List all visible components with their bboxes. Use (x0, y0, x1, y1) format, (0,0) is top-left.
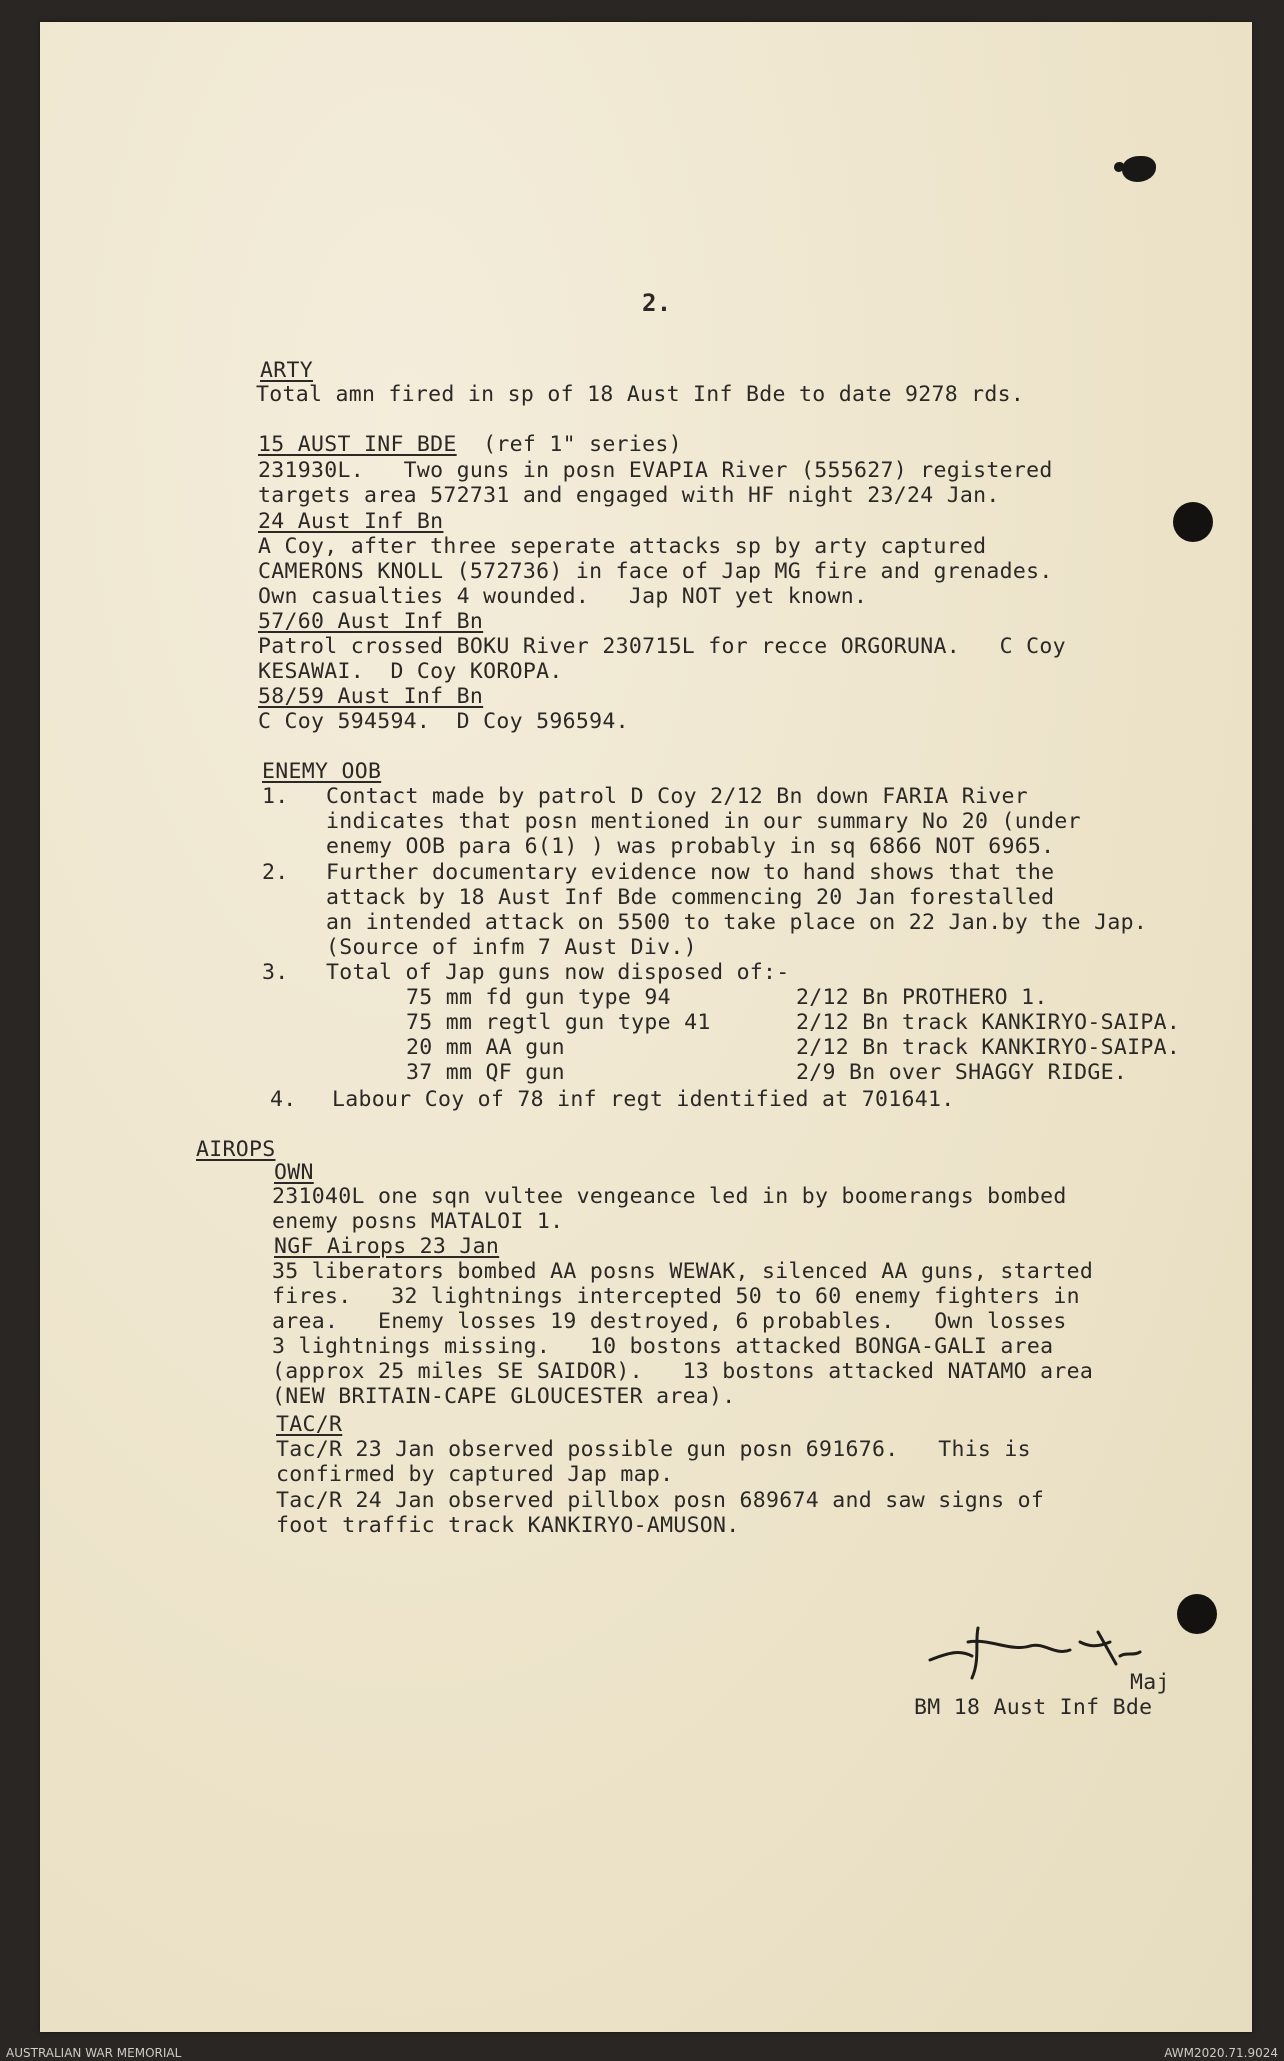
oob-item-1-line-1: Contact made by patrol D Coy 2/12 Bn down FARIA River (326, 784, 1028, 809)
airops-ngf-line-2: fires. 32 lightnings intercepted 50 to 60 enemy fighters in (272, 1284, 1080, 1309)
signature-rank: Maj (1130, 1670, 1170, 1695)
airops-ngf-line-3: area. Enemy losses 19 destroyed, 6 probables. Own losses (272, 1309, 1067, 1334)
airops-ngf-line-5: (approx 25 miles SE SAIDOR). 13 bostons attacked NATAMO area (272, 1359, 1094, 1384)
gun-name: 75 mm fd gun type 94 (406, 985, 671, 1010)
archive-footer-left: AUSTRALIAN WAR MEMORIAL (6, 2046, 182, 2060)
oob-item-4-text: Labour Coy of 78 inf regt identified at 701641. (332, 1087, 955, 1112)
gun-name: 37 mm QF gun (406, 1060, 565, 1085)
bde15-heading-suffix: (ref 1" series) (456, 432, 682, 457)
airops-tacr-line-2: confirmed by captured Jap map. (276, 1462, 674, 1487)
oob-item-3-number: 3. (262, 960, 289, 985)
bn5760-line-2: KESAWAI. D Coy KOROPA. (258, 659, 563, 684)
oob-item-2-line-2: attack by 18 Aust Inf Bde commencing 20 Jan forestalled (326, 885, 1055, 910)
oob-item-2-line-3: an intended attack on 5500 to take place on 22 Jan.by the Jap. (326, 910, 1148, 935)
bde15-line-2: targets area 572731 and engaged with HF night 23/24 Jan. (258, 483, 1000, 508)
gun-location: 2/12 Bn PROTHERO 1. (796, 985, 1048, 1010)
bn24-line-1: A Coy, after three seperate attacks sp by arty captured (258, 534, 987, 559)
bde15-line-1: 231930L. Two guns in posn EVAPIA River (555627) registered (258, 458, 1053, 483)
punch-hole-lower (1177, 1594, 1217, 1634)
oob-item-2-line-1: Further documentary evidence now to hand shows that the (326, 860, 1055, 885)
airops-own-line-2: enemy posns MATALOI 1. (272, 1209, 564, 1234)
airops-tacr-line-1: Tac/R 23 Jan observed possible gun posn 691676. This is (276, 1437, 1031, 1462)
oob-item-2-number: 2. (262, 860, 289, 885)
gun-location: 2/12 Bn track KANKIRYO-SAIPA. (796, 1010, 1181, 1035)
airops-ngf-line-1: 35 liberators bombed AA posns WEWAK, silenced AA guns, started (272, 1259, 1094, 1284)
oob-item-4-number: 4. (270, 1087, 297, 1112)
bn24-line-3: Own casualties 4 wounded. Jap NOT yet known. (258, 584, 868, 609)
airops-ngf-line-4: 3 lightnings missing. 10 bostons attacked BONGA-GALI area (272, 1334, 1054, 1359)
oob-item-1-line-2: indicates that posn mentioned in our summary No 20 (under (326, 809, 1081, 834)
enemy-oob-heading: ENEMY OOB (262, 759, 382, 784)
bn5859-text: C Coy 594594. D Coy 596594. (258, 709, 629, 734)
oob-item-3-intro: Total of Jap guns now disposed of:- (326, 960, 790, 985)
bde15-heading: 15 AUST INF BDE (258, 432, 457, 457)
gun-name: 75 mm regtl gun type 41 (406, 1010, 711, 1035)
bn5760-line-1: Patrol crossed BOKU River 230715L for recce ORGORUNA. C Coy (258, 634, 1066, 659)
airops-tacr-line-3: Tac/R 24 Jan observed pillbox posn 689674 and saw signs of (276, 1488, 1045, 1513)
bn5760-heading: 57/60 Aust Inf Bn (258, 609, 484, 634)
bde15-heading-line (258, 432, 682, 458)
airops-tacr-heading: TAC/R (276, 1412, 343, 1437)
airops-tacr-line-4: foot traffic track KANKIRYO-AMUSON. (276, 1513, 740, 1538)
archive-footer-right: AWM2020.71.9024 (1164, 2046, 1278, 2060)
bn24-heading: 24 Aust Inf Bn (258, 509, 444, 534)
oob-item-1-line-3: enemy OOB para 6(1) ) was probably in sq 6866 NOT 6965. (326, 834, 1055, 859)
gun-name: 20 mm AA gun (406, 1035, 565, 1060)
airops-ngf-heading: NGF Airops 23 Jan (274, 1234, 500, 1259)
page-number: 2. (642, 289, 672, 317)
arty-text: Total amn fired in sp of 18 Aust Inf Bde to date 9278 rds. (256, 382, 1025, 407)
oob-item-2-line-4: (Source of infm 7 Aust Div.) (326, 935, 697, 960)
airops-heading: AIROPS (196, 1137, 276, 1162)
signature-title: BM 18 Aust Inf Bde (914, 1695, 1153, 1720)
ink-blot (1122, 156, 1156, 182)
document-page (40, 22, 1252, 2032)
arty-heading: ARTY (260, 358, 313, 383)
gun-location: 2/12 Bn track KANKIRYO-SAIPA. (796, 1035, 1181, 1060)
punch-hole-upper (1173, 502, 1213, 542)
bn24-line-2: CAMERONS KNOLL (572736) in face of Jap MG fire and grenades. (258, 559, 1053, 584)
airops-own-line-1: 231040L one sqn vultee vengeance led in by boomerangs bombed (272, 1184, 1067, 1209)
gun-location: 2/9 Bn over SHAGGY RIDGE. (796, 1060, 1128, 1085)
bn5859-heading: 58/59 Aust Inf Bn (258, 684, 484, 709)
airops-ngf-line-6: (NEW BRITAIN-CAPE GLOUCESTER area). (272, 1384, 736, 1409)
oob-item-1-number: 1. (262, 784, 289, 809)
airops-own-heading: OWN (274, 1160, 314, 1185)
